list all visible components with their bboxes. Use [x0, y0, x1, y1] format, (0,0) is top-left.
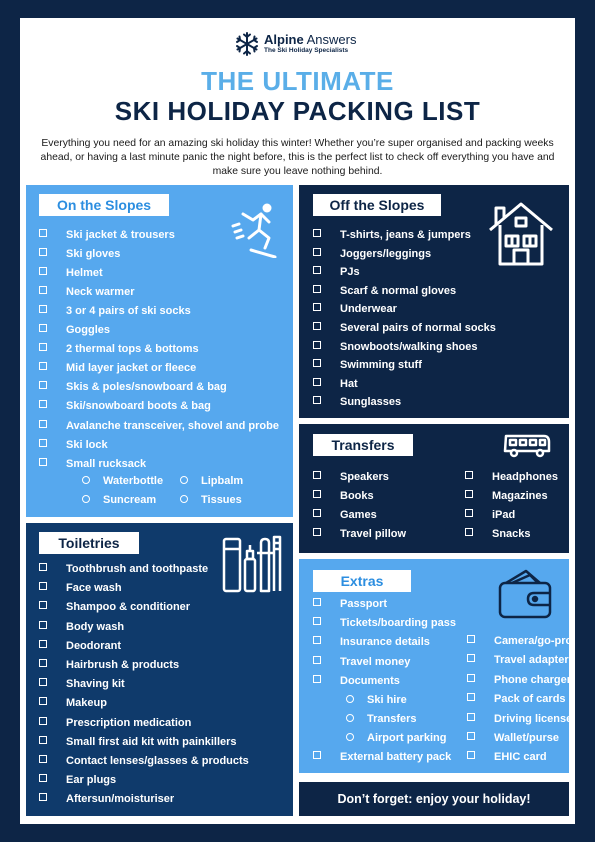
brand-tagline: The Ski Holiday Specialists — [264, 47, 349, 54]
checkbox-icon[interactable] — [313, 303, 321, 311]
item-label: EHIC card — [494, 751, 547, 764]
transfers-item[interactable] — [313, 471, 389, 484]
item-label: Skis & poles/snowboard & bag — [66, 381, 227, 394]
item-label: Airport parking — [367, 732, 447, 745]
checkbox-icon[interactable] — [313, 617, 321, 625]
checkbox-icon[interactable] — [313, 322, 321, 330]
checkbox-icon[interactable] — [313, 396, 321, 404]
checkbox-icon[interactable] — [39, 343, 47, 351]
checkbox-icon[interactable] — [313, 341, 321, 349]
checkbox-icon[interactable] — [39, 248, 47, 256]
checkbox-icon[interactable] — [39, 640, 47, 648]
checkbox-icon[interactable] — [39, 420, 47, 428]
extras-item[interactable] — [467, 674, 571, 687]
checkbox-icon[interactable] — [313, 598, 321, 606]
item-label: Ski/snowboard boots & bag — [66, 400, 211, 413]
item-label: Travel money — [340, 655, 411, 668]
checkbox-icon[interactable] — [39, 601, 47, 609]
toiletries-item[interactable] — [39, 659, 179, 672]
transfers-item[interactable] — [465, 490, 548, 503]
off-slopes-item[interactable] — [313, 303, 397, 316]
extras-heading: Extras — [313, 570, 411, 592]
item-label: Small rucksack — [66, 457, 147, 470]
checkbox-icon[interactable] — [39, 621, 47, 629]
item-label: Suncream — [103, 494, 157, 506]
checkbox-icon[interactable] — [39, 267, 47, 275]
item-label: 2 thermal tops & bottoms — [66, 343, 199, 356]
item-label: Passport — [340, 598, 388, 610]
checkbox-icon[interactable] — [39, 736, 47, 744]
item-label: Ear plugs — [66, 774, 117, 787]
item-label: Aftersun/moisturiser — [66, 793, 175, 806]
item-label: Joggers/leggings — [340, 247, 432, 260]
checkbox-icon[interactable] — [39, 793, 47, 801]
item-label: Scarf & normal gloves — [340, 284, 457, 297]
extras-item[interactable] — [467, 713, 572, 726]
item-label: Ski jacket & trousers — [66, 229, 175, 241]
extras-item[interactable] — [313, 598, 387, 611]
item-label: Tissues — [201, 494, 242, 506]
item-label: Travel adapter — [494, 654, 569, 667]
checkbox-icon[interactable] — [39, 286, 47, 294]
item-label: Prescription medication — [66, 716, 192, 729]
item-label: Shaving kit — [66, 678, 125, 691]
checkbox-icon[interactable] — [313, 471, 321, 479]
extras-item[interactable] — [467, 751, 547, 764]
checkbox-icon[interactable] — [465, 471, 473, 479]
off-slopes-item[interactable] — [313, 341, 478, 354]
bullet-circle-icon[interactable] — [82, 495, 90, 503]
item-label: Headphones — [492, 471, 559, 483]
bullet-circle-icon[interactable] — [82, 476, 90, 484]
checkbox-icon[interactable] — [39, 697, 47, 705]
off-slopes-item[interactable] — [313, 285, 456, 298]
item-label: Games — [340, 509, 377, 521]
toiletries-item[interactable] — [39, 736, 237, 749]
checkbox-icon[interactable] — [313, 248, 321, 256]
item-label: Deodorant — [66, 639, 121, 652]
item-label: Body wash — [66, 620, 125, 633]
item-label: Transfers — [367, 713, 417, 726]
off-slopes-heading: Off the Slopes — [313, 194, 441, 216]
on-slopes-item[interactable] — [39, 381, 227, 394]
transfers-item[interactable] — [313, 528, 406, 541]
item-label: Ski hire — [367, 694, 407, 706]
brand-name: Alpine Answers — [264, 32, 357, 47]
item-label: Goggles — [66, 324, 111, 337]
item-label: Contact lenses/glasses & products — [66, 755, 249, 767]
transfers-heading: Transfers — [313, 434, 413, 456]
on-slopes-sub-item[interactable] — [82, 475, 163, 488]
toiletries-heading: Toiletries — [39, 532, 139, 554]
checkbox-icon[interactable] — [313, 285, 321, 293]
title-line-2: SKI HOLIDAY PACKING LIST — [114, 96, 481, 126]
bullet-circle-icon[interactable] — [180, 495, 188, 503]
bullet-circle-icon[interactable] — [346, 733, 354, 741]
toiletries-item[interactable] — [39, 717, 191, 730]
item-label: Shampoo & conditioner — [66, 601, 191, 614]
item-label: Small first aid kit with painkillers — [66, 735, 237, 748]
item-label: Makeup — [66, 697, 107, 710]
off-slopes-item[interactable] — [313, 266, 360, 279]
item-label: Camera/go-pro — [494, 635, 573, 647]
checkbox-icon[interactable] — [39, 678, 47, 686]
on-slopes-item[interactable] — [39, 343, 199, 356]
transfers-item[interactable] — [313, 490, 374, 503]
checkbox-icon[interactable] — [313, 675, 321, 683]
checkbox-icon[interactable] — [467, 713, 475, 721]
item-label: Lipbalm — [201, 475, 244, 487]
checkbox-icon[interactable] — [467, 674, 475, 682]
item-label: Several pairs of normal socks — [340, 322, 496, 334]
checkbox-icon[interactable] — [313, 656, 321, 664]
on-slopes-item[interactable] — [39, 286, 135, 299]
checkbox-icon[interactable] — [39, 229, 47, 237]
bus-icon — [502, 432, 552, 458]
on-slopes-item[interactable] — [39, 324, 110, 337]
item-label: 3 or 4 pairs of ski socks — [66, 305, 191, 318]
checkbox-icon[interactable] — [313, 636, 321, 644]
item-label: Magazines — [492, 490, 548, 502]
on-slopes-item[interactable] — [39, 229, 175, 242]
toiletries-item[interactable] — [39, 697, 107, 710]
checkbox-icon[interactable] — [39, 563, 47, 571]
on-slopes-sub-item[interactable] — [180, 475, 243, 488]
bullet-circle-icon[interactable] — [180, 476, 188, 484]
checkbox-icon[interactable] — [39, 774, 47, 782]
toiletries-item[interactable] — [39, 755, 249, 768]
item-label: Swimming stuff — [340, 359, 422, 372]
on-slopes-sub-item[interactable] — [82, 494, 156, 507]
item-label: Books — [340, 490, 374, 502]
checkbox-icon[interactable] — [467, 751, 475, 759]
item-label: External battery pack — [340, 751, 452, 763]
title-line-1: THE ULTIMATE — [201, 66, 394, 96]
bullet-circle-icon[interactable] — [346, 695, 354, 703]
checkbox-icon[interactable] — [465, 490, 473, 498]
checkbox-icon[interactable] — [313, 528, 321, 536]
on-slopes-item[interactable] — [39, 267, 103, 280]
item-label: Ski gloves — [66, 248, 121, 261]
checkbox-icon[interactable] — [313, 490, 321, 498]
on-slopes-item[interactable] — [39, 400, 211, 413]
item-label: Hat — [340, 377, 358, 390]
checkbox-icon[interactable] — [467, 732, 475, 740]
intro-text: Everything you need for an amazing ski holiday this winter! Whether you’re super organised and packing weeks ahead, or having a last minute panic the night before, this is the perfect list to check off everything you have and make sure you leave nothing behind. — [40, 138, 555, 177]
toiletries-item[interactable] — [39, 793, 174, 806]
extras-sub-item[interactable] — [346, 694, 407, 707]
toiletries-item[interactable] — [39, 601, 190, 614]
checkbox-icon[interactable] — [467, 654, 475, 662]
off-slopes-item[interactable] — [313, 248, 431, 261]
wallet-icon — [496, 569, 554, 621]
item-label: Hairbrush & products — [66, 659, 180, 671]
extras-item[interactable] — [313, 751, 451, 764]
checkbox-icon[interactable] — [39, 717, 47, 725]
checkbox-icon[interactable] — [39, 362, 47, 370]
checkbox-icon[interactable] — [39, 305, 47, 313]
transfers-item[interactable] — [313, 509, 377, 522]
toiletries-item[interactable] — [39, 640, 121, 653]
transfers-item[interactable] — [465, 509, 515, 522]
extras-item[interactable] — [313, 617, 456, 630]
skier-icon — [229, 200, 281, 258]
on-slopes-heading: On the Slopes — [39, 194, 169, 216]
checkbox-icon[interactable] — [465, 509, 473, 517]
on-slopes-item[interactable] — [39, 420, 279, 433]
checkbox-icon[interactable] — [39, 400, 47, 408]
extras-item[interactable] — [313, 656, 410, 669]
bullet-circle-icon[interactable] — [346, 714, 354, 722]
checkbox-icon[interactable] — [39, 439, 47, 447]
off-slopes-item[interactable] — [313, 229, 471, 242]
item-label: Avalanche transceiver, shovel and probe — [66, 419, 279, 432]
footer-banner: Don’t forget: enjoy your holiday! — [299, 782, 569, 816]
transfers-item[interactable] — [465, 528, 531, 541]
item-label: Underwear — [340, 303, 397, 316]
extras-item[interactable] — [467, 654, 569, 667]
on-slopes-item[interactable] — [39, 362, 196, 375]
brand-logo — [234, 28, 356, 60]
item-label: Wallet/purse — [494, 732, 559, 744]
extras-item[interactable] — [313, 675, 400, 688]
checkbox-icon[interactable] — [313, 229, 321, 237]
item-label: Toothbrush and toothpaste — [66, 563, 209, 575]
checkbox-icon[interactable] — [39, 755, 47, 763]
item-label: Insurance details — [340, 636, 430, 649]
on-slopes-sub-item[interactable] — [180, 494, 242, 507]
item-label: Pack of cards — [494, 693, 566, 706]
extras-item[interactable] — [313, 636, 430, 649]
item-label: PJs — [340, 266, 360, 279]
checkbox-icon[interactable] — [39, 582, 47, 590]
item-label: Driving license — [494, 712, 573, 725]
toiletries-item[interactable] — [39, 582, 122, 595]
toiletries-item[interactable] — [39, 678, 125, 691]
toiletries-item[interactable] — [39, 563, 208, 576]
toiletries-icon — [221, 533, 283, 595]
off-slopes-item[interactable] — [313, 359, 422, 372]
item-label: Ski lock — [66, 438, 108, 451]
transfers-item[interactable] — [465, 471, 558, 484]
off-slopes-item[interactable] — [313, 322, 496, 335]
checkbox-icon[interactable] — [39, 659, 47, 667]
item-label: Helmet — [66, 267, 103, 280]
on-slopes-item[interactable] — [39, 458, 146, 471]
checkbox-icon[interactable] — [39, 458, 47, 466]
item-label: Sunglasses — [340, 396, 402, 409]
extras-item[interactable] — [467, 732, 559, 745]
item-label: Phone charger — [494, 673, 572, 686]
on-slopes-item[interactable] — [39, 305, 191, 318]
extras-item[interactable] — [467, 635, 572, 648]
checkbox-icon[interactable] — [467, 635, 475, 643]
checkbox-icon[interactable] — [313, 509, 321, 517]
item-label: Waterbottle — [103, 475, 164, 487]
item-label: Travel pillow — [340, 528, 407, 540]
item-label: Documents — [340, 674, 400, 687]
checkbox-icon[interactable] — [313, 359, 321, 367]
item-label: Neck warmer — [66, 286, 135, 299]
item-label: Face wash — [66, 582, 122, 595]
item-label: Snowboots/walking shoes — [340, 340, 478, 353]
chalet-icon — [486, 198, 556, 268]
off-slopes-item[interactable] — [313, 396, 401, 409]
toiletries-item[interactable] — [39, 774, 116, 787]
checkbox-icon[interactable] — [465, 528, 473, 536]
checkbox-icon[interactable] — [313, 378, 321, 386]
item-label: Mid layer jacket or fleece — [66, 362, 197, 375]
checkbox-icon[interactable] — [39, 324, 47, 332]
snowflake-icon — [234, 31, 260, 57]
on-slopes-item[interactable] — [39, 248, 120, 261]
checkbox-icon[interactable] — [39, 381, 47, 389]
on-slopes-item[interactable] — [39, 439, 108, 452]
extras-item[interactable] — [467, 693, 566, 706]
extras-sub-item[interactable] — [346, 732, 446, 745]
item-label: Snacks — [492, 528, 531, 540]
toiletries-item[interactable] — [39, 621, 124, 634]
item-label: iPad — [492, 509, 516, 521]
item-label: Tickets/boarding pass — [340, 617, 456, 630]
checkbox-icon[interactable] — [313, 266, 321, 274]
checkbox-icon[interactable] — [313, 751, 321, 759]
item-label: Speakers — [340, 471, 389, 483]
extras-sub-item[interactable] — [346, 713, 417, 726]
checkbox-icon[interactable] — [467, 693, 475, 701]
off-slopes-item[interactable] — [313, 378, 358, 391]
item-label: T-shirts, jeans & jumpers — [340, 229, 471, 241]
